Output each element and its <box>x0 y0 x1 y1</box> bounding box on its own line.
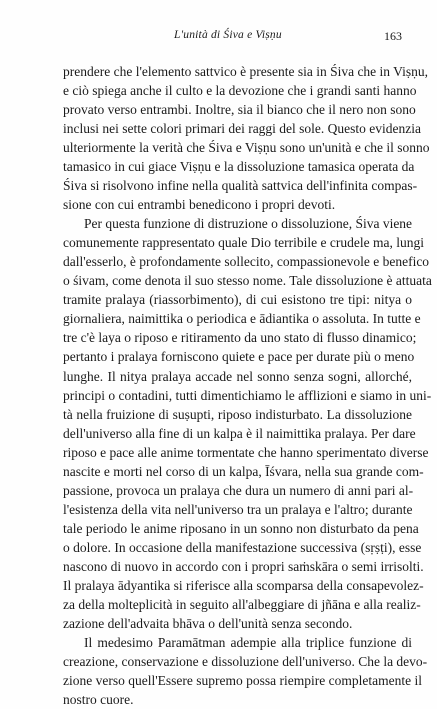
text-line: dall'esserlo, è profondamente sollecito, compassionevole e benefico <box>63 254 430 270</box>
text-line: passione, provoca un pralaya che dura un numero di anni pari al- <box>63 482 414 498</box>
text-line: principi o contadini, tutti dimentichiamo le afflizioni e siamo in uni- <box>63 387 432 403</box>
text-line: Il pralaya ādyantika si riferisce alla scomparsa della consapevolez- <box>63 577 424 593</box>
text-line: comunemente rappresentato quale Dio terribile e crudele ma, lungi <box>63 235 424 251</box>
text-line: sione con cui entrambi benedicono i propri devoti. <box>63 197 336 213</box>
text-line: o dolore. In occasione della manifestazione successiva (sṛṣṭi), esse <box>63 539 422 555</box>
running-head <box>0 29 437 45</box>
text-line: Il medesimo Paramātman adempie alla triplice funzione di <box>84 634 412 650</box>
text-line: prendere che l'elemento sattvico è presente sia in Śiva che in Viṣṇu, <box>63 64 429 79</box>
text-line: inclusi nei sette colori primari dei raggi del sole. Questo evidenzia <box>63 121 422 137</box>
text-line: giornaliera, naimittika o periodica e ādiantika o assoluta. In tutte e <box>63 311 421 327</box>
text-line: tramite pralaya (riassorbimento), di cui esistono tre tipi: nitya o <box>63 292 412 308</box>
running-title: L'unità di Śiva e Viṣṇu <box>174 29 282 41</box>
text-line: nostro cuore. <box>63 692 134 708</box>
text-line: zione verso quell'Essere supremo possa riempire completamente il <box>63 673 422 688</box>
text-line: Per questa funzione di distruzione o dissoluzione, Śiva viene <box>84 216 413 232</box>
text-line: Śiva si risolvono infine nella qualità sattvica dell'infinita compas- <box>63 178 418 194</box>
text-line: tale periodo le anime riposano in un sonno non disturbato da pena <box>63 520 419 536</box>
body-text <box>63 62 432 709</box>
text-line: pertanto i pralaya forniscono quiete e pace per durate più o meno <box>63 349 415 365</box>
text-line: tamasico in cui giace Viṣṇu e la dissoluzione tamasica operata da <box>63 159 415 175</box>
page-number: 163 <box>384 29 402 43</box>
text-line: riposo e pace alle anime tormentate che hanno sperimentato diverse <box>63 444 429 460</box>
text-line: za della molteplicità in seguito all'albeggiare di jñāna e alla realiz- <box>63 596 421 612</box>
text-line: nascite e morti nel corso di un kalpa, Īśvara, nella sua grande com- <box>63 463 424 479</box>
text-line: tà nella fruizione di suṣupti, riposo indisturbato. La dissoluzione <box>63 406 412 422</box>
text-line: tre c'è laya o riposo e ritiramento da uno stato di flusso dinamico; <box>63 330 417 346</box>
text-line: dell'universo alla fine di un kalpa è il naimittika pralaya. Per dare <box>63 425 416 441</box>
text-line: creazione, conservazione e dissoluzione dell'universo. Che la devo- <box>63 653 428 669</box>
text-line: e ciò spiega anche il culto e la devozione che i grandi santi hanno <box>63 83 417 99</box>
text-line: ulteriormente la verità che Śiva e Viṣṇu sono un'unità e che il sonno <box>63 140 430 156</box>
text-line: lunghe. Il nitya pralaya accade nel sonno senza sogni, allorché, <box>63 368 412 384</box>
text-line: zazione dell'advaita bhāva o dell'unità senza secondo. <box>63 615 353 631</box>
text-line: o śivam, come denota il suo stesso nome. Tale dissoluzione è attuata <box>63 273 432 289</box>
text-line: l'esistenza della vita nell'universo tra un pralaya e l'altro; durante <box>63 501 413 517</box>
text-line: provato verso entrambi. Inoltre, sia il bianco che il nero non sono <box>63 102 416 118</box>
text-line: nascono di nuovo in accordo con i propri saṁskāra o semi irrisolti. <box>63 558 424 574</box>
